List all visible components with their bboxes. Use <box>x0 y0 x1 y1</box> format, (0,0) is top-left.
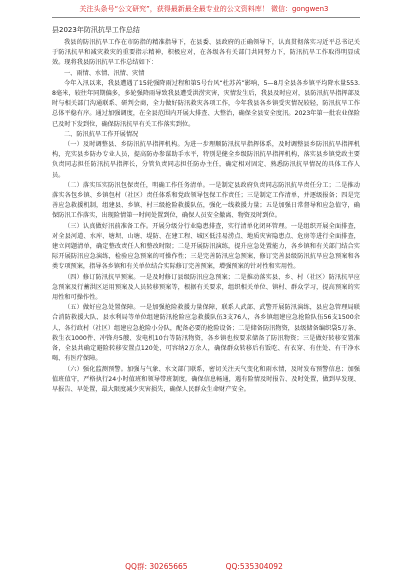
footer-contact <box>0 560 408 574</box>
document-body <box>52 20 360 558</box>
paragraph-responsibility: （二）落实压实防汛包保责任，明确工作任务清单。一是制定县政府负责同志防汛抗旱责任分工；二是推动落实各包乡镇、乡镇包村（社区）责任体系和党政领导包保工作责任；三是制定工作清单，并逐级报备；四是完善应急救援机制，组建县、乡镇、村三级抢险救援队伍，强化一线救援力量；五是加强日常督导和应急值守，确保防汛工作落实，出现险情第一时间处置到位，确保人员安全撤离、物资及时到位。 <box>52 181 360 220</box>
document-title: 县2023年防汛抗旱工作总结 <box>52 26 140 34</box>
qq-group-text: QQ群: 30265665 <box>125 562 188 571</box>
paragraph-rain-flood: 今年入汛以来，我县遭遇了15轮强降雨过程和第5号台风“杜苏芮”影响，5—8月全县各乡镇平均降水量553.8毫米，较往年同期偏多，多轮强降雨导致我县遭受洪涝灾害，灾情发生后，我县及时应对，县防汛抗旱指挥部及时与相关部门沟通联系、研判会商，全力做好防汛救灾各项工作，今年我县各乡镇受灾情况较轻，防汛抗旱工作总体平稳有序。通过加强调度，在全县范围内开展大排查、大整治，确保全县安全度汛。2023年第一批农业保险已及时下发到位，确保防汛抗旱有关工作落实到位。 <box>52 79 360 128</box>
paragraph-command-structure: （一）及时调整县、乡防汛抗旱指挥机构。为进一步理顺防汛抗旱指挥体系，及时调整县乡防汛抗旱指挥机构，充实县乡防办专业人员，提高防办参谋助手水平，特别是健全乡级防汛抗旱指挥机构，落实县乡镇党政主要负责同志担任防汛抗旱指挥长，分管负责同志担任防办主任，确定相对固定、熟悉防汛抗旱情况的具体工作人员。 <box>52 141 360 179</box>
paragraph-monitoring: （六）强化监测预警。加强与气象、水文部门联系，密切关注天气变化和雨水情，及时发布预警信息；加强值班值守，严格执行24小时值班和领导带班制度，确保信息畅通，遇有险情及时报告、及时处置，做到早发现、早报告、早处置，最大限度减少灾害损失，确保人民群众生命财产安全。 <box>52 365 360 393</box>
header-divider <box>52 17 360 18</box>
paragraph-preparation: （三）认真做好汛前准备工作。开展分级分行业隐患排查，实行清单化闭环管理。一是组织开展全面排查，对全县河道、水库、塘坝、山塘、堤防、在建工程、城区低洼易涝点、地质灾害隐患点、危房等进行全面排查，建立问题清单，确定整改责任人和整改时限；二是开展防汛演练，提升应急处置能力，各乡镇和有关部门结合实际开展防汛应急演练，检验应急预案的可操作性；三是完善防汛应急预案，修订完善县级防汛抗旱应急预案和各类专项预案，指导各乡镇和有关单位结合实际修订完善预案，增强预案的针对性和实用性。 <box>52 222 360 271</box>
paragraph-intro: 我县的防汛抗旱工作在市防指的精准指导下，在县委、县政府的正确领导下，认真贯彻落实习近平总书记关于防汛抗旱和减灾救灾的重要指示精神，积极应对，在各级各有关部门共同努力下，防汛抗旱工作取得明显成效。现将我县防汛抗旱工作总结如下： <box>52 39 360 67</box>
section-heading-2: 二、防汛抗旱工作开展情况 <box>64 130 139 138</box>
section-heading-1: 一、雨情、水情、汛情、灾情 <box>64 69 145 77</box>
header-banner: 关注头条号“公文研究”，获得最新最全最专业的公文资料库！ 微信：gongwen3 <box>79 5 329 13</box>
paragraph-plan-revision: （四）修订防汛抗旱预案。一是及时修订县级防汛应急预案；二是推动落实县、乡、村（社区）防汛抗旱应急预案及行蓄洪区运用预案及人员转移预案等，根据有关要求，组织相关单位、镇村、群众学习，提高预案的实用性和可操作性。 <box>52 273 360 302</box>
paragraph-emergency-support: （五）做好应急处置保障。一是加强抢险救援力量保障，联系人武部、武警开展防汛演练，县应急管理局联合消防救援大队、县水利局等单位组建防汛抢险应急救援队伍3支76人，各乡镇组建应急抢险队伍56支1500余人，各行政村（社区）组建应急抢险小分队，配备必要的抢险设备；二是储备防汛物资，县级储备编织袋5万条、救生衣1000件、冲锋舟5艘、发电机10台等防汛物资，各乡镇也按要求储备了防汛物资；三是做好转移安置准备，全县共确定避险转移安置点120处，可容纳2万余人，确保群众转移后有饭吃、有衣穿、有住处、有干净水喝、有医疗保障。 <box>52 304 360 363</box>
qq-contact-text: QQ:535304092 <box>225 562 283 571</box>
